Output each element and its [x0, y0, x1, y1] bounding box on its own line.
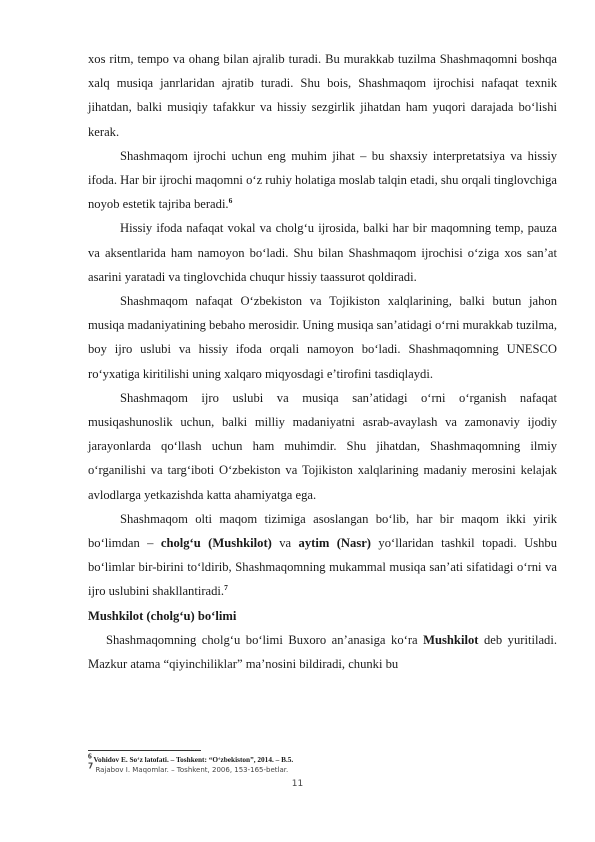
paragraph-continuation: xos ritm, tempo va ohang bilan ajralib turadi. Bu murakkab tuzilma Shashmaqomni boshqa xalq musiqa janrlaridan ajratib turadi. Shu bois, Shashmaqom ijrochisi nafaqat texnik jihatdan, balki musiqiy tafakkur va hissiy sezgirlik jihatdan ham yuqori darajada bo‘lishi kerak. — [88, 52, 557, 139]
footnote-number: 6 — [88, 751, 92, 761]
paragraph-text: Shashmaqomning cholg‘u bo‘limi Buxoro an’anasiga ko‘ra — [106, 632, 424, 647]
paragraph-six-maqom — [88, 507, 557, 604]
term-nasr: aytim (Nasr) — [298, 536, 372, 551]
paragraph-study: Shashmaqom ijro uslubi va musiqa san’atidagi o‘rni o‘rganish nafaqat musiqashunoslik uchun, balki milliy madaniyatni asrab-avaylash va zamonaviy ijodiy jarayonlarda qo‘llash uchun ham muhimdir. Shu jihatdan, Shashmaqomning ilmiy o‘rganilishi va targ‘iboti O‘zbekiston va Tojikiston xalqlarining madaniy merosini kelajak avlodlarga yetkazishda katta ahamiyatga ega. — [88, 390, 557, 502]
footnote-number: 7 — [88, 761, 94, 771]
paragraph-mushkilot — [88, 628, 557, 676]
footnote-6 — [88, 751, 558, 765]
footnote-ref-6: 6 — [228, 196, 233, 206]
footnote-ref-7: 7 — [224, 583, 228, 593]
footnote-text: Rajabov I. Maqomlar. – Toshkent, 2006, 153-165-betlar. — [93, 766, 289, 774]
paragraph-heritage: Shashmaqom nafaqat O‘zbekiston va Tojikiston xalqlarining, balki butun jahon musiqa madaniyatining bebaho merosidir. Uning musiqa san’atidagi o‘rni murakkab tuzilma, boy ijro uslubi va hissiy ifoda orqali namoyon bo‘ladi. Shashmaqomning UNESCO ro‘yxatiga kiritilishi uning xalqaro miqyosdagi e’tirofini tasdiqlaydi. — [88, 294, 558, 381]
paragraph-emotional-expression: Hissiy ifoda nafaqat vokal va cholg‘u ijrosida, balki har bir maqomning temp, pauza va aksentlarida ham namoyon bo‘ladi. Shu bilan Shashmaqom ijrochisi o‘ziga xos san’at asarini yaratadi va tinglovchida chuqur hissiy taassurot qoldiradi. — [88, 221, 557, 284]
term-mushkilot: cholg‘u (Mushkilot) — [160, 536, 272, 551]
document-body — [88, 47, 557, 676]
footnote-text: Vohidov E. So‘z latofati. – Toshkent: “O‘zbekiston”, 2014. – B.5. — [91, 755, 294, 764]
paragraph-text: Shashmaqom ijrochi uchun eng muhim jihat – bu shaxsiy interpretatsiya va hissiy ifoda. Har bir ijrochi maqomni o‘z ruhiy holatiga moslab talqin etadi, shu orqali tinglovchiga noyob estetik tajriba beradi. — [88, 148, 558, 212]
term-mushkilot-bold: Mushkilot — [423, 632, 479, 647]
paragraph-text: deb yuritiladi. Mazkur atama “qiyinchiliklar” ma’nosini bildiradi, chunki bu — [88, 632, 557, 672]
footnote-divider — [88, 750, 201, 751]
paragraph-text: va — [271, 536, 299, 551]
paragraph-text: yo‘llaridan tashkil topadi. Ushbu bo‘limlar bir-birini to‘ldirib, Shashmaqomning mukammal musiqa san’ati sifatidagi o‘rni va ijro uslubini shakllantiradi. — [88, 536, 557, 599]
paragraph-text: Shashmaqom olti maqom tizimiga asoslangan bo‘lib, har bir maqom ikki yirik bo‘limdan – — [88, 511, 557, 551]
paragraph-interpretation — [88, 144, 557, 217]
footnotes — [88, 751, 558, 775]
section-heading: Mushkilot (cholg‘u) bo‘limi — [88, 608, 237, 623]
footnote-7 — [88, 761, 558, 775]
page-number: 11 — [291, 779, 304, 789]
